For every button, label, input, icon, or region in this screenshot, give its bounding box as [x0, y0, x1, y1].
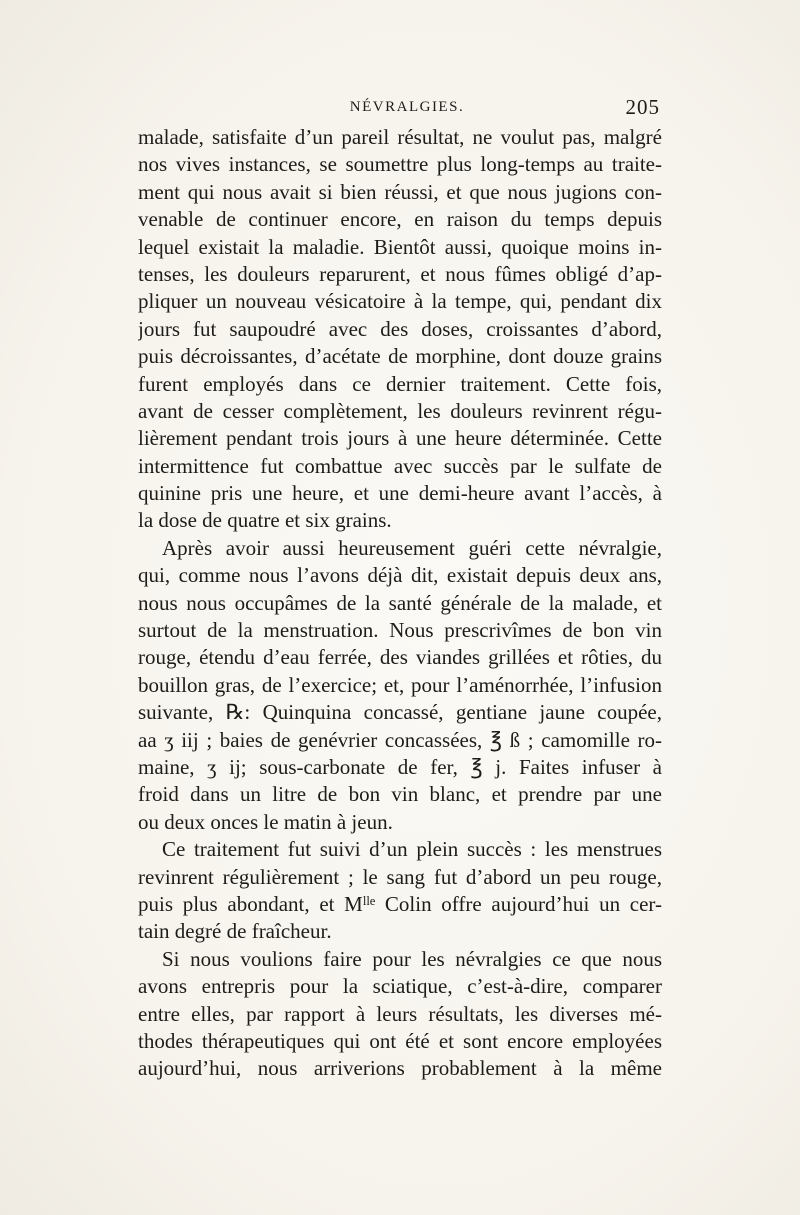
text-line: aujourd’hui, nous arriverions probablement à la même: [138, 1056, 662, 1081]
text-line: lequel existait la maladie. Bientôt aussi, quoique moins in-: [138, 234, 662, 259]
text-line: puis plus abondant, et Mˡˡᵉ Colin offre aujourd’hui un cer-: [138, 891, 662, 916]
text-line: furent employés dans ce dernier traitement. Cette fois,: [138, 371, 662, 396]
text-line: surtout de la menstruation. Nous prescrivîmes de bon vin: [138, 618, 662, 643]
text-line: thodes thérapeutiques qui ont été et sont encore employées: [138, 1028, 662, 1053]
text-line: bouillon gras, de l’exercice; et, pour l’aménorrhée, l’infusion: [138, 672, 662, 697]
text-line: avant de cesser complètement, les douleurs revinrent régu-: [138, 398, 662, 423]
body-text: [138, 124, 662, 1083]
page-header: [140, 92, 660, 122]
text-line: rouge, étendu d’eau ferrée, des viandes grillées et rôties, du: [138, 645, 662, 670]
text-line: pliquer un nouveau vésicatoire à la tempe, qui, pendant dix: [138, 289, 662, 314]
text-line: tain degré de fraîcheur.: [138, 919, 332, 944]
text-line: nos vives instances, se soumettre plus long-temps au traite-: [138, 152, 662, 177]
text-line: puis décroissantes, d’acétate de morphine, dont douze grains: [138, 344, 662, 369]
text-line: froid dans un litre de bon vin blanc, et prendre par une: [138, 782, 662, 807]
text-line: malade, satisfaite d’un pareil résultat, ne voulut pas, malgré: [138, 125, 662, 149]
text-line: entre elles, par rapport à leurs résultats, les diverses mé-: [138, 1001, 662, 1026]
text-line: jours fut saupoudré avec des doses, croissantes d’abord,: [138, 316, 662, 341]
text-line: suivante, ℞: Quinquina concassé, gentiane jaune coupée,: [138, 700, 662, 725]
page-number: 205: [625, 95, 660, 119]
text-line: nous nous occupâmes de la santé générale de la malade, et: [138, 590, 662, 615]
text-line: qui, comme nous l’avons déjà dit, existait depuis deux ans,: [138, 563, 662, 588]
text-line: intermittence fut combattue avec succès par le sulfate de: [138, 453, 662, 478]
text-line: avons entrepris pour la sciatique, c’est-à-dire, comparer: [138, 974, 662, 999]
text-line: Ce traitement fut suivi d’un plein succès : les menstrues: [162, 837, 662, 862]
text-line: aa ʒ iij ; baies de genévrier concassées, ℥ ß ; camomille ro-: [138, 727, 662, 752]
text-line: tenses, les douleurs reparurent, et nous fûmes obligé d’ap-: [138, 261, 662, 286]
text-line: ou deux onces le matin à jeun.: [138, 809, 393, 834]
text-line: revinrent régulièrement ; le sang fut d’abord un peu rouge,: [138, 864, 662, 889]
text-line: la dose de quatre et six grains.: [138, 508, 392, 533]
text-line: maine, ʒ ij; sous-carbonate de fer, ℥ j. Faites infuser à: [138, 754, 662, 779]
text-line: ment qui nous avait si bien réussi, et que nous jugions con-: [138, 179, 662, 204]
running-title: NÉVRALGIES.: [349, 99, 465, 115]
text-line: lièrement pendant trois jours à une heure déterminée. Cette: [138, 426, 662, 451]
text-line: quinine pris une heure, et une demi-heure avant l’accès, à: [138, 481, 662, 506]
text-line: Si nous voulions faire pour les névralgies ce que nous: [162, 946, 662, 971]
text-line: venable de continuer encore, en raison du temps depuis: [138, 207, 662, 232]
text-line: Après avoir aussi heureusement guéri cette névralgie,: [162, 535, 662, 560]
